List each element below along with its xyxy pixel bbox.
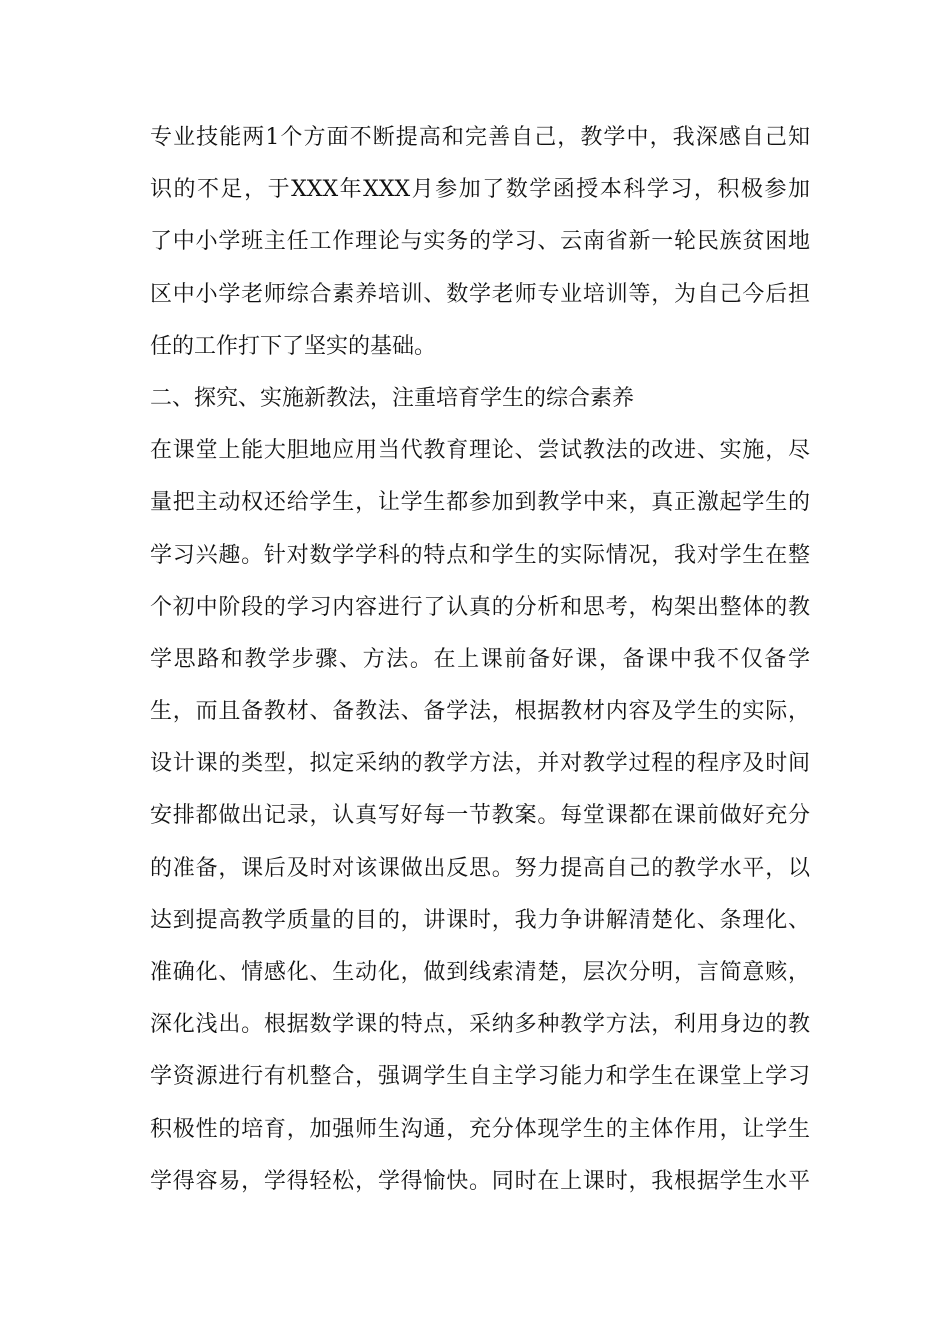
section-heading: 二、探究、实施新教法，注重培育学生的综合素养 [150,385,635,411]
text-line: 安排都做出记录，认真写好每一节教案。每堂课都在课前做好充分 [150,803,810,829]
text-line: 学得容易，学得轻松，学得愉快。同时在上课时，我根据学生水平 [150,1168,810,1194]
text-line: 在课堂上能大胆地应用当代教育理论、尝试教法的改进、实施，尽 [150,438,810,464]
text-line: 专业技能两1个方面不断提高和完善自己，教学中，我深感自己知 [150,125,810,150]
text-line: 达到提高教学质量的目的，讲课时，我力争讲解清楚化、条理化、 [150,907,810,933]
text-line: 的准备，课后及时对该课做出反思。努力提高自己的教学水平，以 [150,855,810,881]
text-line: 学思路和教学步骤、方法。在上课前备好课，备课中我不仅备学 [150,646,810,672]
text-line: 识的不足，于XXX年XXX月参加了数学函授本科学习，积极参加 [150,177,810,203]
text-line: 深化浅出。根据数学课的特点，采纳多种教学方法，利用身边的教 [150,1012,810,1038]
document-body [150,112,810,1208]
text-line: 生，而且备教材、备教法、备学法，根据教材内容及学生的实际， [150,699,810,725]
text-line: 区中小学老师综合素养培训、数学老师专业培训等，为自己今后担 [150,281,810,307]
text-line: 学资源进行有机整合，强调学生自主学习能力和学生在课堂上学习 [150,1064,810,1090]
text-line: 准确化、情感化、生动化，做到线索清楚，层次分明，言简意赅， [150,960,810,985]
text-line: 了中小学班主任工作理论与实务的学习、云南省新一轮民族贫困地 [150,229,810,255]
text-line: 学习兴趣。针对数学学科的特点和学生的实际情况，我对学生在整 [150,542,810,568]
text-line: 个初中阶段的学习内容进行了认真的分析和思考，构架出整体的教 [150,594,810,620]
paragraph-end-line: 任的工作打下了坚实的基础。 [150,333,437,359]
text-line: 积极性的培育，加强师生沟通，充分体现学生的主体作用，让学生 [150,1116,810,1142]
text-line: 设计课的类型，拟定采纳的教学方法，并对教学过程的程序及时间 [150,751,810,777]
text-line: 量把主动权还给学生，让学生都参加到教学中来，真正激起学生的 [150,490,810,516]
